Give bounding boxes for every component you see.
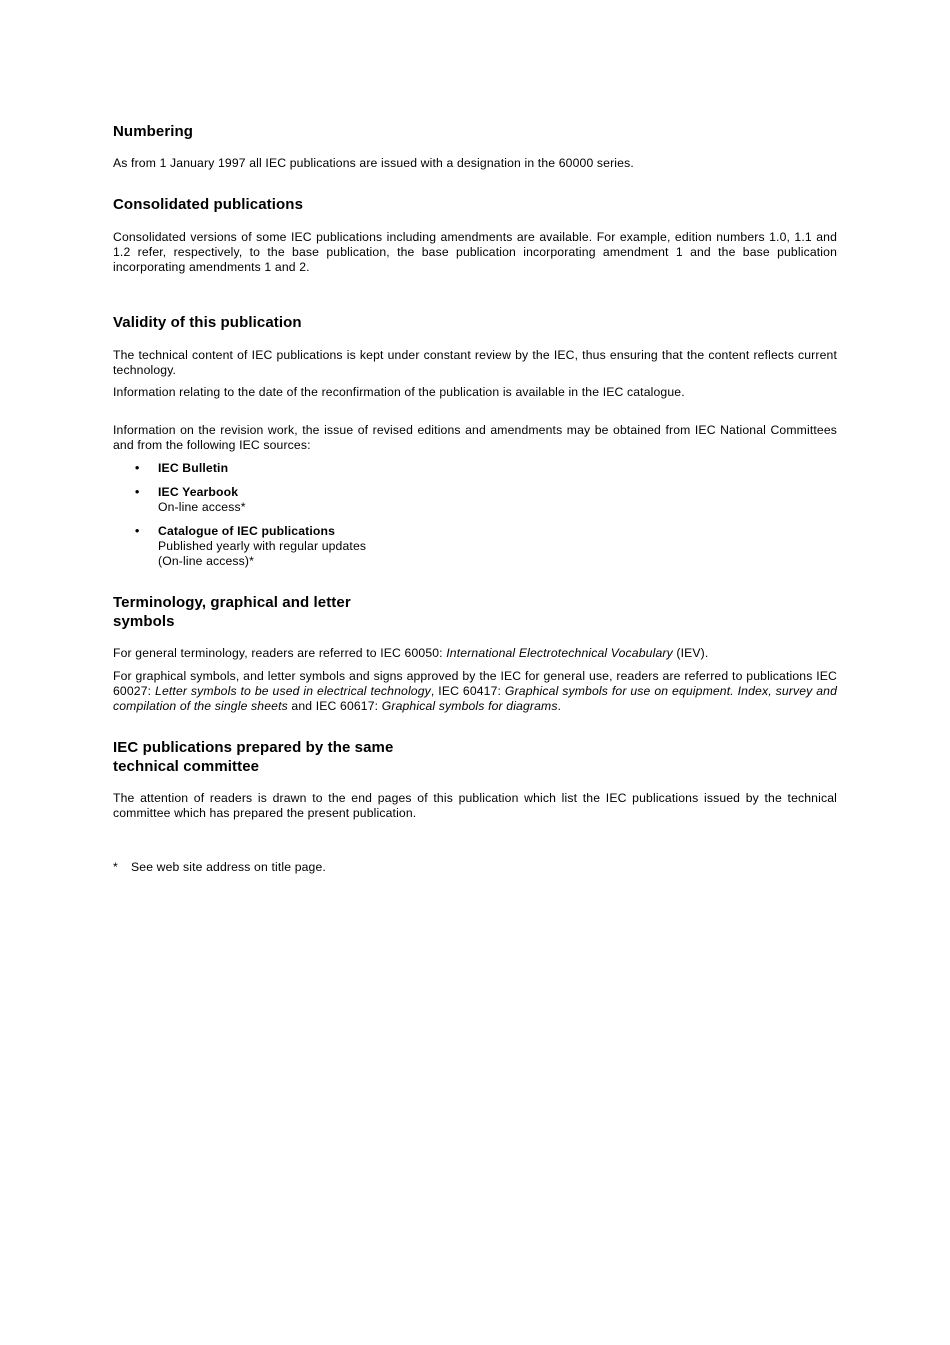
list-item-title: Catalogue of IEC publications [158, 524, 336, 538]
text-run: For graphical symbols, and letter symbols and signs approved by the IEC for general use, readers are referred to publications IEC 60027: [113, 669, 837, 698]
list-item-title: IEC Yearbook [158, 485, 239, 499]
bullet-icon: • [135, 485, 140, 499]
heading-validity: Validity of this publication [113, 314, 302, 331]
terminology-paragraph-1 [113, 646, 837, 661]
publication-title: Letter symbols to be used in electrical technology [155, 683, 431, 698]
consolidated-paragraph: Consolidated versions of some IEC publications including amendments are available. For example, edition numbers 1.0, 1.1 and 1.2 refer, respectively, to the base publication, the base publication incorporating amendment 1 and the base publication incorporating amendments 1 and 2. [113, 230, 837, 274]
validity-paragraph-3: Information on the revision work, the issue of revised editions and amendments may be obtained from IEC National Committees and from the following IEC sources: [113, 423, 837, 452]
text-run: (IEV). [672, 646, 709, 660]
heading-same-committee [113, 738, 393, 776]
text-run: and IEC 60617: [287, 698, 382, 713]
list-item-detail: (On-line access)* [158, 553, 255, 568]
footnote-text: See web site address on title page. [131, 860, 326, 874]
heading-terminology [113, 593, 351, 631]
footnote-mark: * [113, 860, 118, 874]
text-run: , IEC 60417: [430, 683, 505, 698]
publication-title: Graphical symbols for use on equipment. Index, survey and compilation of the single sheets [113, 683, 838, 713]
publication-title: International Electrotechnical Vocabulary [446, 646, 673, 660]
validity-paragraph-1: The technical content of IEC publications is kept under constant review by the IEC, thus ensuring that the content reflects current technology. [113, 348, 837, 377]
bullet-icon: • [135, 461, 140, 475]
heading-line: IEC publications prepared by the same [113, 739, 394, 756]
same-committee-paragraph: The attention of readers is drawn to the end pages of this publication which list the IEC publications issued by the technical committee which has prepared the present publication. [113, 791, 837, 820]
heading-line: symbols [113, 613, 175, 630]
terminology-paragraph-2 [113, 669, 837, 713]
list-item-detail: On-line access* [158, 499, 246, 514]
text-run: For general terminology, readers are referred to IEC 60050: [113, 646, 447, 660]
text-run: . [557, 698, 562, 713]
list-item-detail: Published yearly with regular updates [158, 538, 367, 553]
bullet-icon: • [135, 524, 140, 538]
validity-paragraph-2: Information relating to the date of the reconfirmation of the publication is available in the IEC catalogue. [113, 385, 685, 399]
heading-line: Terminology, graphical and letter [113, 594, 351, 611]
heading-consolidated-publications: Consolidated publications [113, 196, 304, 213]
list-item-title: IEC Bulletin [158, 461, 229, 475]
heading-numbering: Numbering [113, 123, 194, 140]
heading-line: technical committee [113, 758, 260, 775]
numbering-paragraph: As from 1 January 1997 all IEC publications are issued with a designation in the 60000 series. [113, 156, 634, 170]
publication-title: Graphical symbols for diagrams [381, 698, 558, 713]
